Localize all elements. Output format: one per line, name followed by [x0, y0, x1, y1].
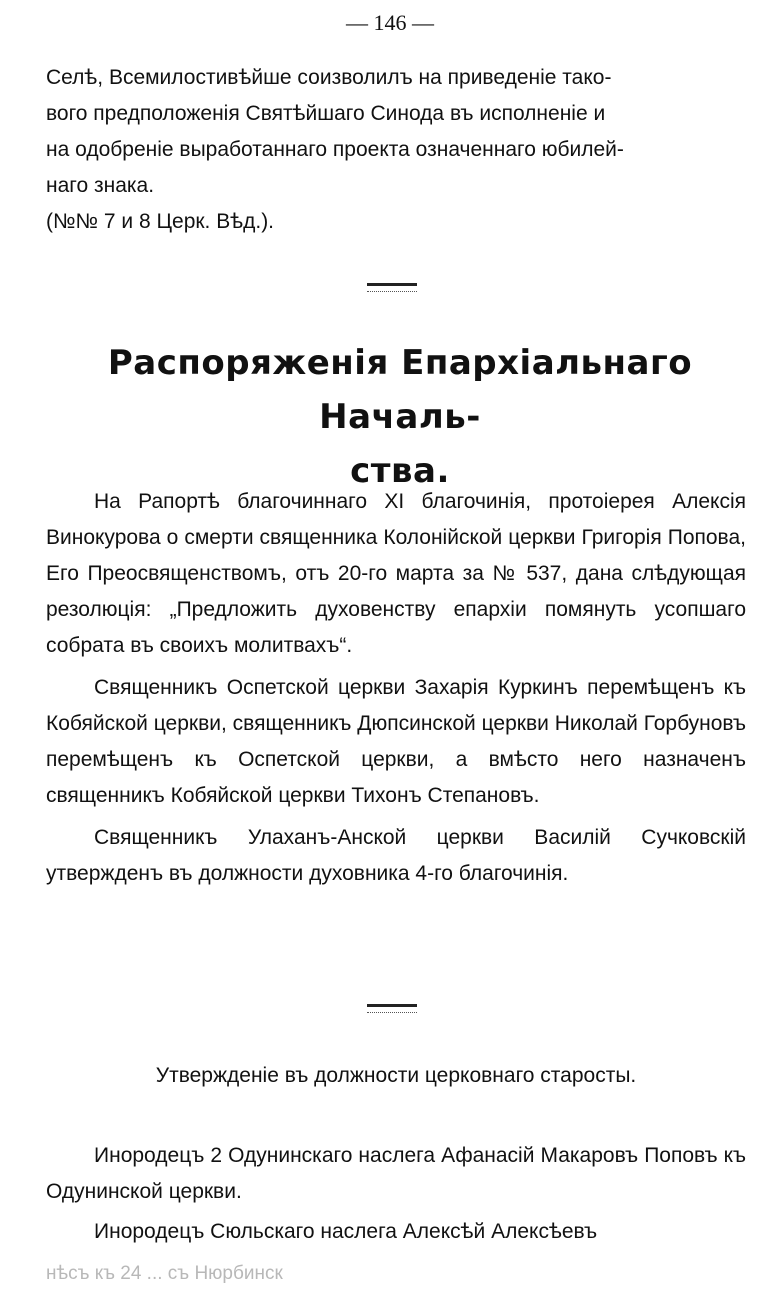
paragraph: Инородецъ 2 Одунинскаго наслега Афанасій Макаровъ Поповъ къ Одунинской церкви.	[46, 1144, 746, 1203]
warden-body	[46, 1138, 746, 1250]
heading-line: Распоряженія Епархіальнаго Началь-	[107, 343, 693, 437]
intro-line: наго знака.	[46, 174, 155, 197]
paragraph: Священникъ Улаханъ-Анской церкви Василій Сучковскій утвержденъ въ должности духовника 4-го благочинія.	[46, 826, 746, 885]
orders-body	[46, 484, 746, 892]
paragraph: Священникъ Оспетской церкви Захарія Куркинъ перемѣщенъ къ Кобяйской церкви, священникъ Дюпсинской церкви Николай Горбуновъ перемѣщенъ къ Оспетской церкви, а вмѣсто него назначенъ священникъ Кобяйской церкви Тихонъ Степановъ.	[46, 676, 746, 807]
section-divider	[367, 1004, 417, 1013]
intro-line: на одобреніе выработаннаго проекта означеннаго юбилей-	[46, 138, 624, 161]
sub-heading: Утвержденіе въ должности церковнаго старосты.	[155, 1064, 637, 1087]
heading-line: ства.	[350, 451, 450, 491]
section-heading	[40, 336, 760, 498]
bleed-through-text: нѣсъ къ 24 ... съ Нюрбинск	[46, 1263, 283, 1284]
intro-text	[46, 60, 746, 240]
intro-line: вого предположенія Святѣйшаго Синода въ исполненіе и	[46, 102, 606, 125]
reference: (№№ 7 и 8 Церк. Вѣд.).	[46, 210, 275, 233]
page-number: — 146 —	[346, 10, 434, 35]
intro-line: Селѣ, Всемилостивѣйше соизволилъ на приведеніе тако-	[46, 66, 612, 89]
paragraph: Инородецъ Сюльскаго наслега Алексѣй Алексѣевъ	[94, 1220, 598, 1243]
section-divider	[367, 283, 417, 292]
paragraph: На Рапортѣ благочиннаго XI благочинія, протоіерея Алексія Винокурова о смерти священника Колонійской церкви Григорія Попова, Его Преосвященствомъ, отъ 20-го марта за № 537, дана слѣдующая резолюція: „Предложить духовенству епархіи помянуть усопшаго собрата въ своихъ молитвахъ“.	[46, 490, 746, 657]
